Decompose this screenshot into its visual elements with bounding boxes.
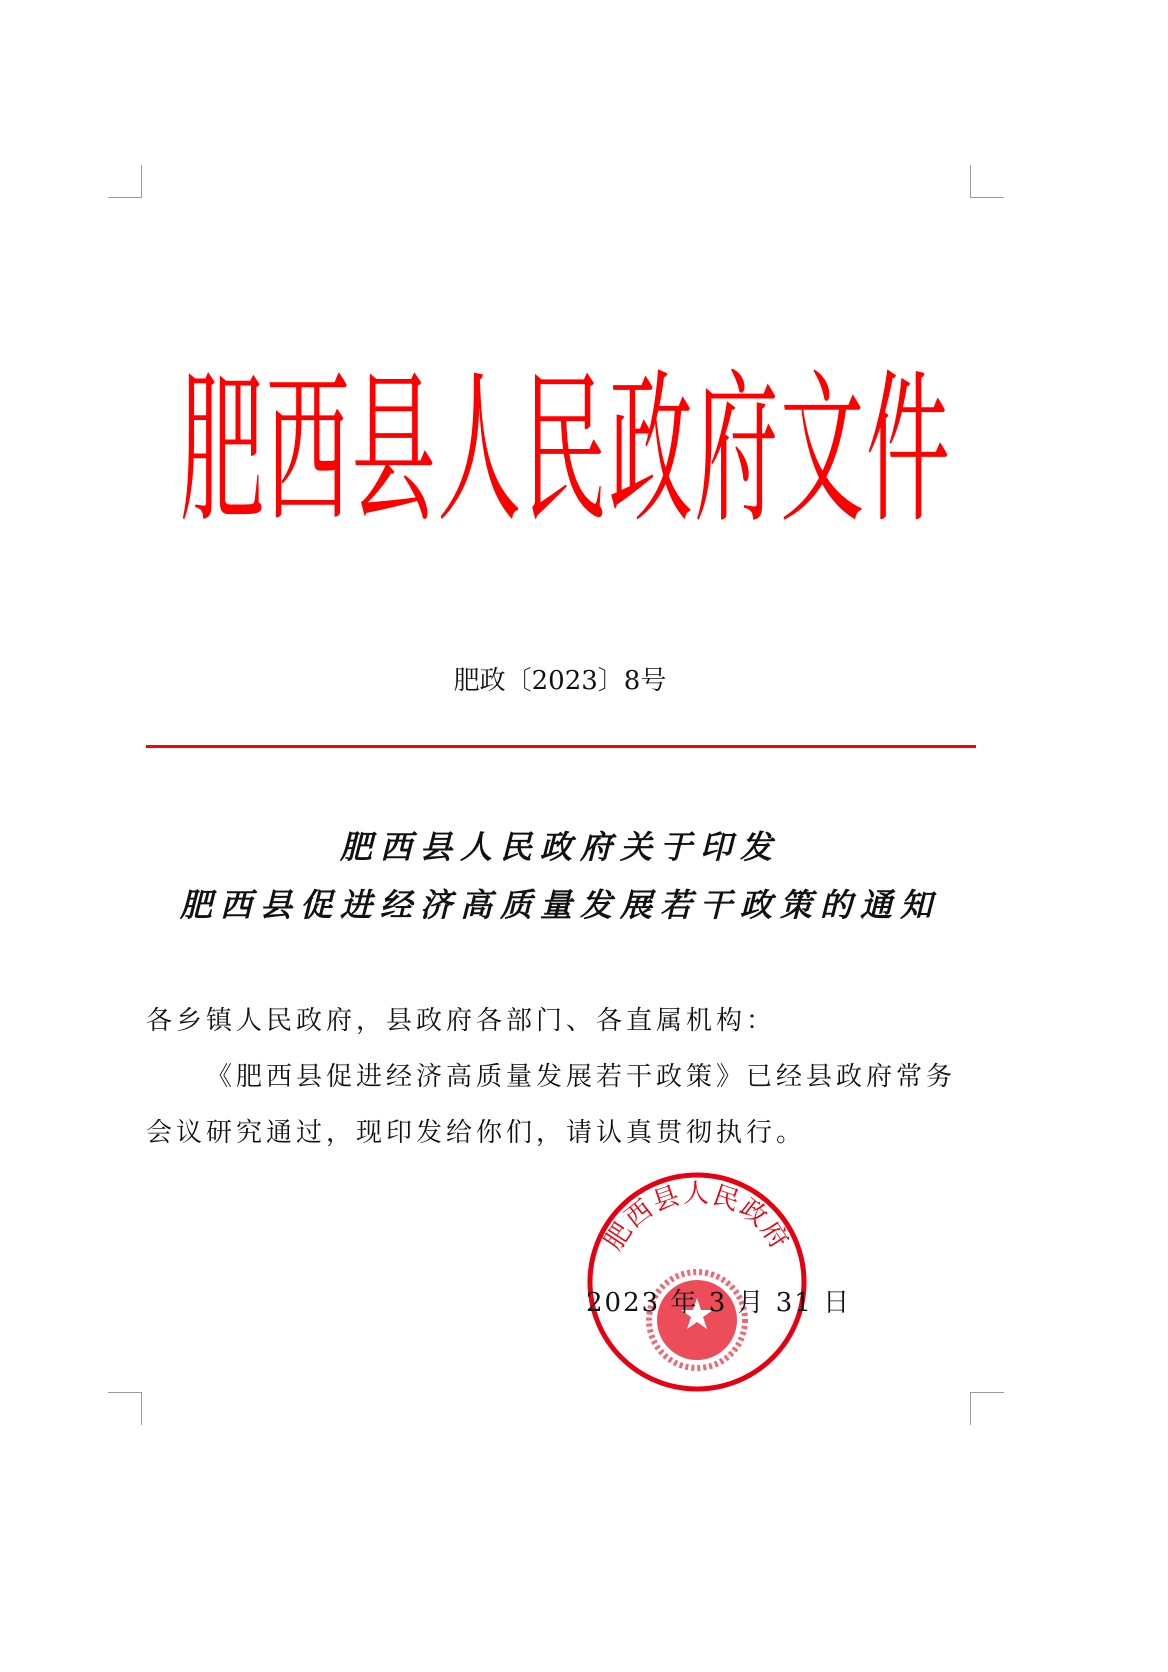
- crop-mark-top-right: [970, 165, 1004, 198]
- masthead-char: 人: [437, 354, 522, 546]
- seal-text: 肥西县人民政府: [598, 1179, 796, 1256]
- masthead-char: 府: [694, 354, 779, 546]
- masthead-char: 县: [351, 354, 436, 546]
- crop-mark-bottom-left: [108, 1392, 142, 1425]
- seal-text-wrap: [599, 1179, 795, 1256]
- subtitle-line-1: 肥西县人民政府关于印发: [339, 828, 780, 866]
- crop-mark-top-left: [108, 165, 142, 198]
- subtitle-line-2: 肥西县促进经济高质量发展若干政策的通知: [179, 886, 940, 924]
- masthead-char: 文: [780, 354, 865, 546]
- body-paragraph-line: 会议研究通过，现印发给你们，请认真贯彻执行。: [146, 1118, 807, 1148]
- masthead-char: 民: [522, 354, 607, 546]
- masthead-char: 政: [608, 354, 693, 546]
- crop-mark-bottom-right: [970, 1392, 1004, 1425]
- red-divider: [146, 745, 976, 748]
- issue-date: 2023 年 3 月 31 日: [586, 1288, 852, 1318]
- masthead-char: 肥: [180, 354, 265, 546]
- masthead-char: 件: [865, 354, 950, 546]
- masthead-char: 西: [265, 354, 350, 546]
- document-masthead: [180, 354, 950, 546]
- document-number: 肥政〔2023〕8号: [453, 666, 667, 696]
- addressee: 各乡镇人民政府，县政府各部门、各直属机构：: [146, 1006, 777, 1036]
- body-paragraph-line: 《肥西县促进经济高质量发展若干政策》已经县政府常务: [206, 1062, 957, 1092]
